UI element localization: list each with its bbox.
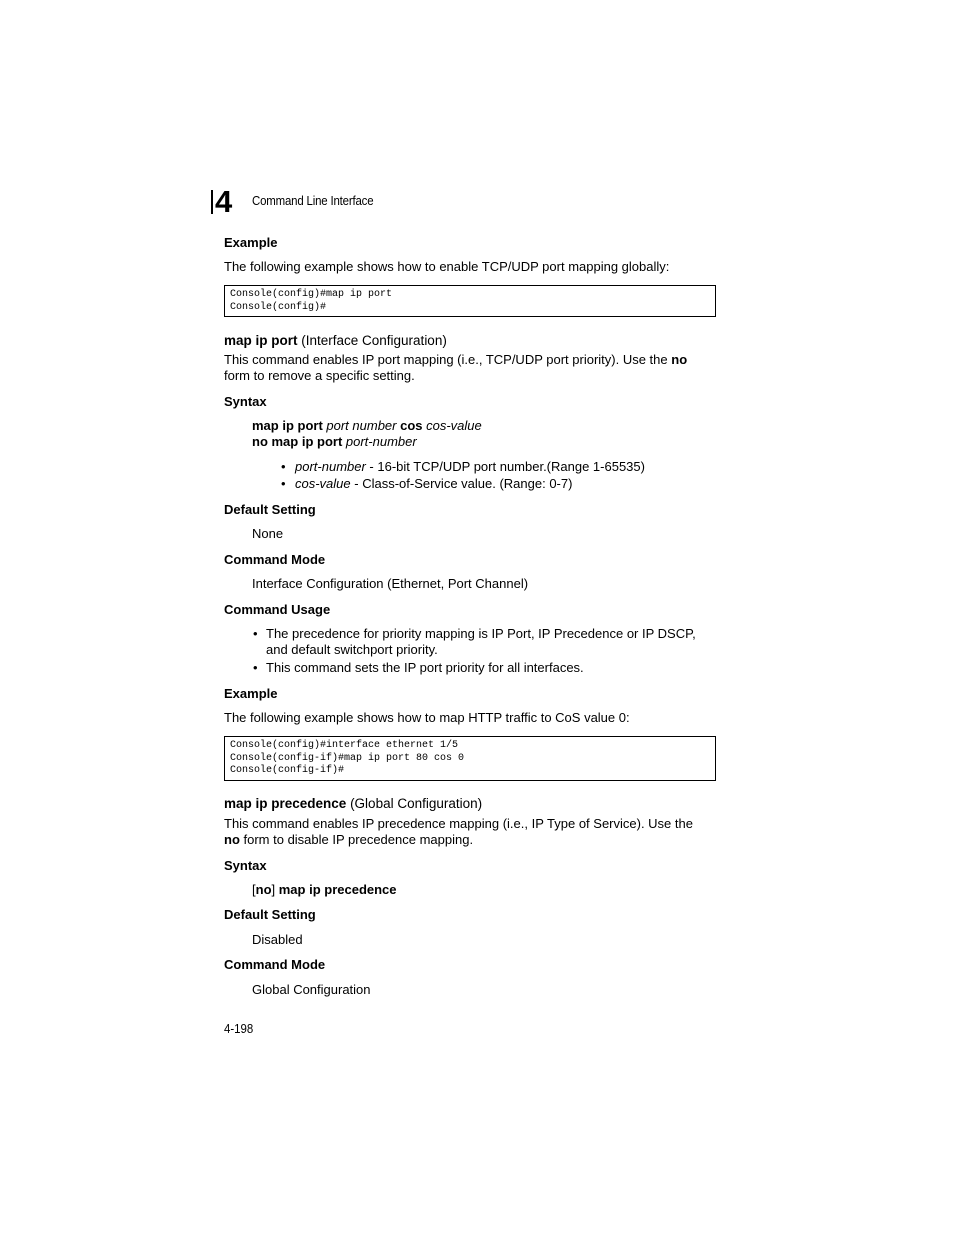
syntax-line [252,434,417,450]
list-item [281,459,721,475]
code-line: Console(config-if)#map ip port 80 cos 0 [230,752,465,764]
command-name: map ip precedence [224,796,347,811]
list-item [253,660,723,676]
default-setting-value: Disabled [252,932,303,947]
command-mode-heading: Command Mode [224,552,326,567]
code-block [224,736,716,781]
command-mode-heading: Command Mode [224,957,326,972]
no-keyword: no [671,352,688,367]
example-description: The following example shows how to map HTTP traffic to CoS value 0: [224,710,630,725]
command-description [224,816,714,848]
syntax-heading: Syntax [224,394,267,409]
default-setting-value: None [252,526,284,541]
bullet-mark: • [281,459,286,474]
description-text: This command enables IP precedence mapping (i.e., IP Type of Service). Use the [224,816,693,831]
syntax-bracket: ] [271,882,279,897]
syntax-line [252,882,397,898]
syntax-param: port number [326,418,401,433]
command-context: (Interface Configuration) [297,333,447,348]
page-number: 4-198 [224,1021,254,1036]
example-heading: Example [224,686,278,701]
description-text: form to remove a specific setting. [224,368,415,383]
syntax-keyword: map ip precedence [278,882,397,897]
usage-text: and default switchport priority. [266,642,438,657]
syntax-keyword: cos [400,418,427,433]
list-item [281,476,721,492]
command-title [224,796,482,812]
description-text: form to disable IP precedence mapping. [239,832,474,847]
bullet-mark: • [253,626,258,641]
no-keyword: no [224,832,240,847]
param-name: cos-value [295,476,351,491]
command-description [224,352,714,384]
code-line: Console(config)#interface ethernet 1/5 [230,740,459,751]
syntax-param: cos-value [426,418,482,433]
description-text: This command enables IP port mapping (i.e., TCP/UDP port priority). Use the [224,352,672,367]
syntax-keyword: no [255,882,272,897]
param-description: - Class-of-Service value. (Range: 0-7) [350,476,573,491]
code-line: Console(config)#map ip port [230,289,393,300]
code-line: Console(config)# [230,301,327,313]
command-mode-value: Interface Configuration (Ethernet, Port Channel) [252,576,529,591]
usage-text: The precedence for priority mapping is IP Port, IP Precedence or IP DSCP, [266,626,696,641]
command-name: map ip port [224,333,298,348]
chapter-number: 4 [215,184,233,219]
syntax-heading: Syntax [224,858,267,873]
list-item [253,626,723,658]
syntax-param: port-number [345,434,417,449]
usage-text: This command sets the IP port priority for all interfaces. [266,660,584,675]
syntax-keyword: map ip port [252,418,327,433]
running-header: Command Line Interface [252,193,374,208]
example-description: The following example shows how to enable TCP/UDP port mapping globally: [224,259,670,274]
command-usage-heading: Command Usage [224,602,331,617]
command-mode-value: Global Configuration [252,982,371,997]
code-line: Console(config-if)# [230,765,345,776]
bullet-mark: • [253,660,258,675]
example-heading: Example [224,235,278,250]
command-context: (Global Configuration) [346,796,483,811]
syntax-bracket: [ [252,882,256,897]
param-name: port-number [295,459,366,474]
chapter-marker-bar [211,190,213,214]
command-title [224,333,447,349]
code-block [224,285,716,317]
syntax-keyword: no map ip port [252,434,346,449]
syntax-line [252,418,482,434]
param-description: - 16-bit TCP/UDP port number.(Range 1-65535) [365,459,645,474]
default-setting-heading: Default Setting [224,907,316,922]
default-setting-heading: Default Setting [224,502,316,517]
bullet-mark: • [281,476,286,491]
